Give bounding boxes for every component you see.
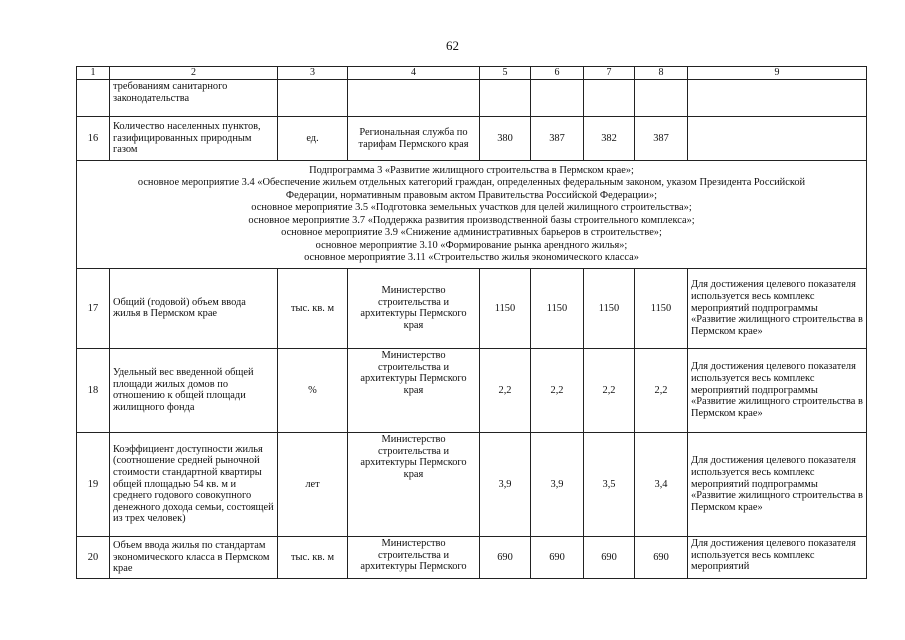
indicator-name: Коэффициент доступности жилья (соотношение средней рыночной стоимости стандартной квартиры общей площадью 54 кв. м и среднего годового совокупного денежного дохода семьи, состоящей из трех человек) bbox=[110, 432, 278, 536]
value-col-6: 1150 bbox=[531, 268, 584, 348]
value-col-8: 1150 bbox=[635, 268, 688, 348]
header-col-8: 8 bbox=[635, 67, 688, 80]
value-col-7: 2,2 bbox=[584, 348, 635, 432]
value-col-5: 3,9 bbox=[480, 432, 531, 536]
note: Для достижения целевого показателя используется весь комплекс мероприятий bbox=[688, 536, 867, 578]
value-col-7: 382 bbox=[584, 117, 635, 161]
header-row bbox=[77, 67, 867, 80]
value-col-7: 1150 bbox=[584, 268, 635, 348]
indicator-name: Объем ввода жилья по стандартам экономического класса в Пермском крае bbox=[110, 536, 278, 578]
table-row bbox=[77, 432, 867, 536]
note: Для достижения целевого показателя используется весь комплекс мероприятий подпрограммы «Развитие жилищного строительства в Пермском крае» bbox=[688, 432, 867, 536]
value-col-6: 2,2 bbox=[531, 348, 584, 432]
unit: % bbox=[278, 348, 348, 432]
table-row bbox=[77, 268, 867, 348]
header-col-4: 4 bbox=[348, 67, 480, 80]
subprogram-cell bbox=[77, 161, 867, 269]
value-col-8: 387 bbox=[635, 117, 688, 161]
value-col-6: 690 bbox=[531, 536, 584, 578]
subprogram-row bbox=[77, 161, 867, 269]
header-col-1: 1 bbox=[77, 67, 110, 80]
subprogram-line: основное мероприятие 3.5 «Подготовка земельных участков для целей жилищного строительства»; bbox=[251, 202, 692, 214]
note bbox=[688, 117, 867, 161]
value-col-5: 380 bbox=[480, 117, 531, 161]
responsible-org: Министерство строительства и архитектуры Пермского bbox=[348, 536, 480, 578]
value-col-5: 690 bbox=[480, 536, 531, 578]
header-col-9: 9 bbox=[688, 67, 867, 80]
responsible-org: Министерство строительства и архитектуры Пермского края bbox=[348, 432, 480, 536]
table-row bbox=[77, 80, 867, 117]
value-col-6: 3,9 bbox=[531, 432, 584, 536]
indicator-name: Количество населенных пунктов, газифицированных природным газом bbox=[110, 117, 278, 161]
row-number: 17 bbox=[77, 268, 110, 348]
table-row bbox=[77, 348, 867, 432]
header-col-2: 2 bbox=[110, 67, 278, 80]
note: Для достижения целевого показателя используется весь комплекс мероприятий подпрограммы «Развитие жилищного строительства в Пермском крае» bbox=[688, 348, 867, 432]
subprogram-line: основное мероприятие 3.9 «Снижение административных барьеров в строительстве»; bbox=[281, 227, 662, 239]
value-col-7: 3,5 bbox=[584, 432, 635, 536]
value-col-5: 1150 bbox=[480, 268, 531, 348]
indicator-name: Удельный вес введенной общей площади жилых домов по отношению к общей площади жилищного фонда bbox=[110, 348, 278, 432]
subprogram-line: основное мероприятие 3.7 «Поддержка развития производственной базы строительного комплекса»; bbox=[248, 214, 695, 226]
header-col-5: 5 bbox=[480, 67, 531, 80]
subprogram-line: основное мероприятие 3.4 «Обеспечение жильем отдельных категорий граждан, определенных федеральным законом, указом Президента Российской bbox=[137, 177, 806, 189]
note: Для достижения целевого показателя используется весь комплекс мероприятий подпрограммы «Развитие жилищного строительства в Пермском крае» bbox=[688, 268, 867, 348]
subprogram-line: Федерации, нормативным правовым актом Правительства Российской Федерации»; bbox=[285, 189, 658, 201]
header-col-6: 6 bbox=[531, 67, 584, 80]
responsible-org: Региональная служба по тарифам Пермского края bbox=[348, 117, 480, 161]
indicator-name: Общий (годовой) объем ввода жилья в Пермском крае bbox=[110, 268, 278, 348]
header-col-7: 7 bbox=[584, 67, 635, 80]
subprogram-line: Подпрограмма 3 «Развитие жилищного строительства в Пермском крае»; bbox=[309, 165, 634, 176]
value-col-6: 387 bbox=[531, 117, 584, 161]
header-col-3: 3 bbox=[278, 67, 348, 80]
value-col-8: 690 bbox=[635, 536, 688, 578]
indicators-table bbox=[76, 66, 867, 579]
unit: тыс. кв. м bbox=[278, 536, 348, 578]
page-number: 62 bbox=[446, 38, 459, 53]
value-col-8: 2,2 bbox=[635, 348, 688, 432]
value-col-7: 690 bbox=[584, 536, 635, 578]
indicator-name: требованиям санитарного законодательства bbox=[110, 80, 278, 117]
row-number: 18 bbox=[77, 348, 110, 432]
unit: ед. bbox=[278, 117, 348, 161]
subprogram-line: основное мероприятие 3.11 «Строительство жилья экономического класса» bbox=[304, 252, 639, 264]
row-number: 20 bbox=[77, 536, 110, 578]
row-number: 19 bbox=[77, 432, 110, 536]
table-row bbox=[77, 117, 867, 161]
table-row bbox=[77, 536, 867, 578]
value-col-8: 3,4 bbox=[635, 432, 688, 536]
unit: лет bbox=[278, 432, 348, 536]
unit: тыс. кв. м bbox=[278, 268, 348, 348]
responsible-org: Министерство строительства и архитектуры Пермского края bbox=[348, 348, 480, 432]
value-col-5: 2,2 bbox=[480, 348, 531, 432]
subprogram-line: основное мероприятие 3.10 «Формирование рынка арендного жилья»; bbox=[315, 239, 628, 251]
responsible-org: Министерство строительства и архитектуры Пермского края bbox=[348, 268, 480, 348]
row-number: 16 bbox=[77, 117, 110, 161]
